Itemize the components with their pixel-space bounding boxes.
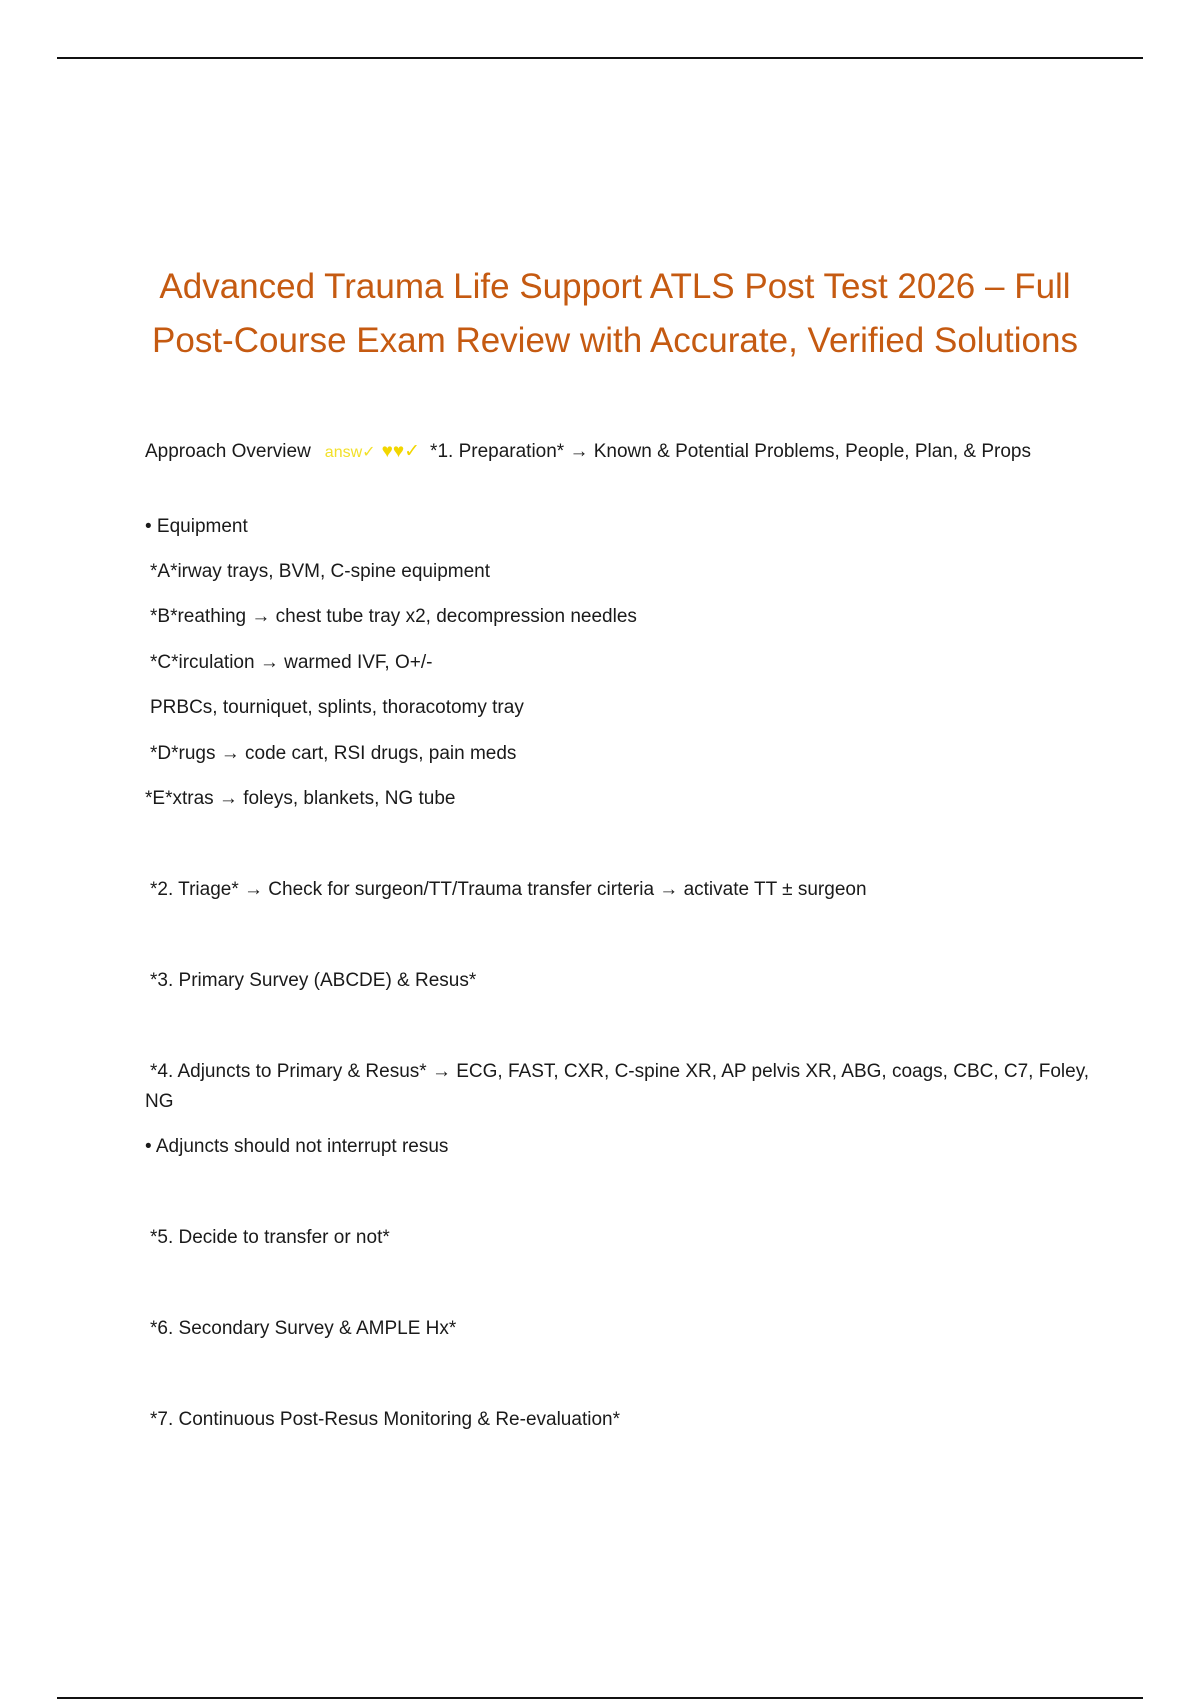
transfer-line: *5. Decide to transfer or not* [150, 1227, 390, 1248]
equipment-bullet: • Equipment [145, 516, 248, 537]
prbcs-line: PRBCs, tourniquet, splints, thoracotomy tray [150, 697, 524, 718]
document-title: Advanced Trauma Life Support ATLS Post Test 2026 – Full Post-Course Exam Review with Accurate, Verified Solutions [152, 267, 1078, 360]
top-rule [57, 57, 1143, 59]
secondary-survey-line: *6. Secondary Survey & AMPLE Hx* [150, 1318, 457, 1339]
bottom-rule [57, 1697, 1143, 1699]
approach-overview-paragraph [145, 437, 1090, 468]
triage-line: *2. Triage* → Check for surgeon/TT/Trauma transfer cirteria → activate TT ± surgeon [150, 879, 867, 900]
adjuncts-paragraph: *4. Adjuncts to Primary & Resus* → ECG, FAST, CXR, C-spine XR, AP pelvis XR, ABG, coags, CBC, C7, Foley, NG [145, 1061, 1090, 1112]
circulation-line: *C*irculation → warmed IVF, O+/- [150, 652, 433, 673]
continuous-monitoring-line: *7. Continuous Post-Resus Monitoring & Re-evaluation* [150, 1409, 620, 1430]
hearts-icon: ♥♥✓ [381, 441, 421, 462]
extras-line: *E*xtras → foleys, blankets, NG tube [145, 788, 456, 809]
adjuncts-note-bullet: • Adjuncts should not interrupt resus [145, 1136, 449, 1157]
primary-survey-line: *3. Primary Survey (ABCDE) & Resus* [150, 970, 477, 991]
breathing-line: *B*reathing → chest tube tray x2, decompression needles [150, 606, 637, 627]
drugs-line: *D*rugs → code cart, RSI drugs, pain meds [150, 743, 517, 764]
preparation-text: *1. Preparation* → Known & Potential Problems, People, Plan, & Props [430, 441, 1031, 462]
answer-mark: answ✓ [324, 444, 376, 461]
approach-label: Approach Overview [145, 441, 311, 462]
airway-line: *A*irway trays, BVM, C-spine equipment [150, 561, 491, 582]
